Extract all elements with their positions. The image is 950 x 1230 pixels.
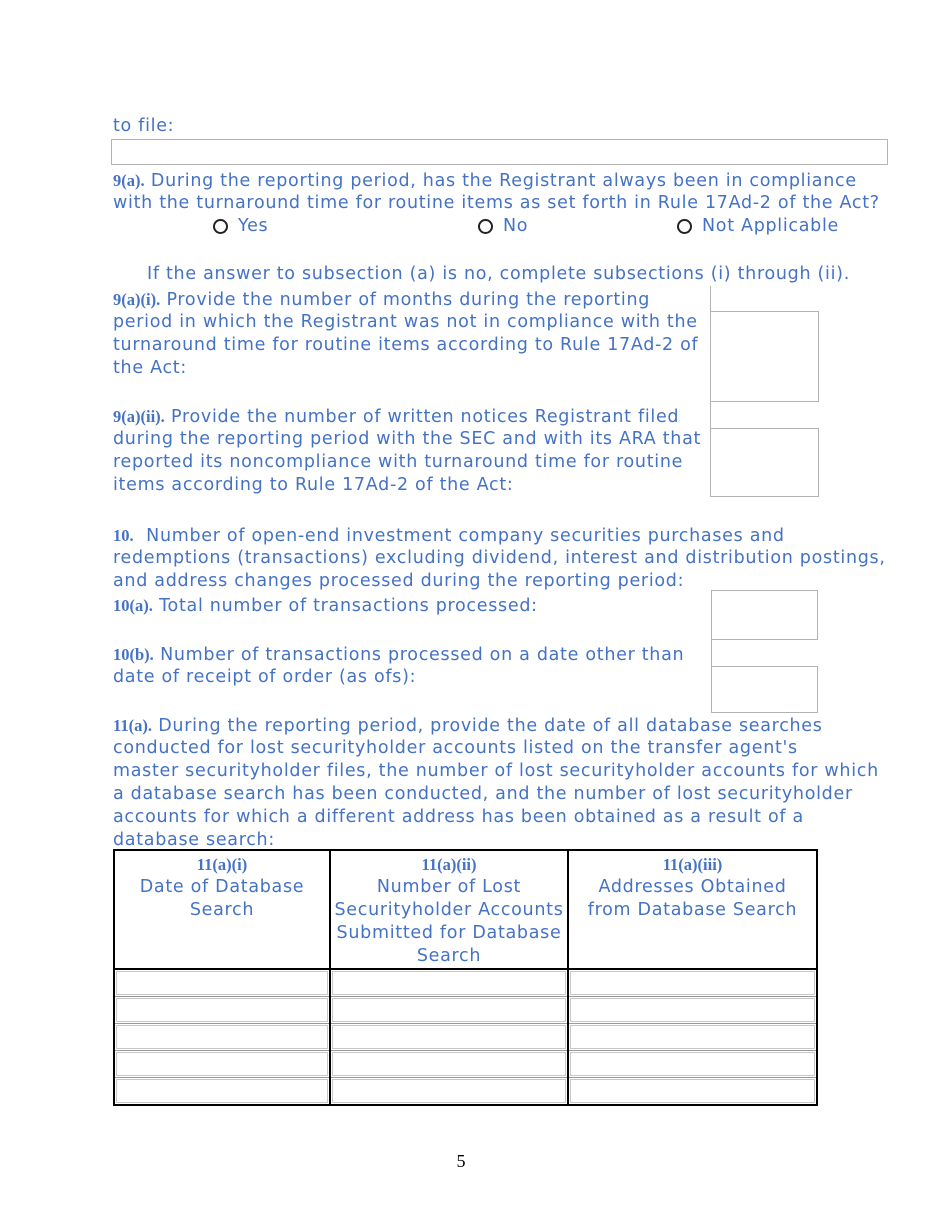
- database-search-table: [113, 849, 818, 1106]
- table-cell-input[interactable]: [330, 969, 568, 997]
- q10-number: 10.: [113, 526, 134, 545]
- column-header-date: 11(a)(i) Date of Database Search: [114, 850, 330, 969]
- column-header-addresses: 11(a)(iii) Addresses Obtained from Database Search: [568, 850, 817, 969]
- q11a-line5: accounts for which a different address has been obtained as a result of a: [113, 807, 804, 827]
- q9ai-number: 9(a)(i).: [113, 290, 161, 309]
- q10-line3: and address changes processed during the reporting period:: [113, 571, 685, 591]
- q10b-line2: date of receipt of order (as ofs):: [113, 667, 417, 687]
- table-cell-input[interactable]: [568, 969, 817, 997]
- q9ai-line3: turnaround time for routine items according to Rule 17Ad-2 of: [113, 335, 699, 355]
- radio-circle-icon[interactable]: [213, 219, 228, 234]
- radio-yes[interactable]: [213, 215, 268, 238]
- page-number: 5: [456, 1151, 466, 1171]
- table-cell-input[interactable]: [568, 997, 817, 1024]
- table-cell-input[interactable]: [114, 997, 330, 1024]
- q11a-line2: conducted for lost securityholder accounts listed on the transfer agent's: [113, 738, 798, 758]
- q9a-number: 9(a).: [113, 171, 145, 190]
- divider: [710, 286, 711, 311]
- instruction-text: If the answer to subsection (a) is no, complete subsections (i) through (ii).: [147, 264, 850, 284]
- divider: [711, 640, 712, 666]
- q10-line2: redemptions (transactions) excluding dividend, interest and distribution postings,: [113, 548, 886, 568]
- table-cell-input[interactable]: [114, 1078, 330, 1106]
- table-row: [114, 1051, 817, 1078]
- to-file-label: to file:: [113, 116, 175, 136]
- q9a-line1: 9(a). During the reporting period, has the Registrant always been in compliance: [113, 171, 857, 191]
- divider: [710, 402, 711, 428]
- radio-yes-label: Yes: [238, 216, 269, 236]
- q10-line1: 10. Number of open-end investment company securities purchases and: [113, 526, 785, 546]
- table-cell-input[interactable]: [330, 997, 568, 1024]
- q9ai-line2: period in which the Registrant was not in compliance with the: [113, 312, 698, 332]
- q9aii-line1: 9(a)(ii). Provide the number of written notices Registrant filed: [113, 407, 680, 427]
- table-row: [114, 997, 817, 1024]
- radio-circle-icon[interactable]: [478, 219, 493, 234]
- table-cell-input[interactable]: [330, 1051, 568, 1078]
- q9aii-line4: items according to Rule 17Ad-2 of the Act:: [113, 475, 514, 495]
- q11a-line1: 11(a). During the reporting period, provide the date of all database searches: [113, 716, 823, 736]
- table-cell-input[interactable]: [114, 969, 330, 997]
- table-cell-input[interactable]: [114, 1024, 330, 1051]
- column-header-accounts: 11(a)(ii) Number of Lost Securityholder Accounts Submitted for Database Search: [330, 850, 568, 969]
- radio-no-label: No: [503, 216, 529, 236]
- q11a-number: 11(a).: [113, 716, 152, 735]
- q10b-input[interactable]: [711, 666, 818, 713]
- radio-not-applicable[interactable]: [677, 215, 839, 238]
- table-cell-input[interactable]: [568, 1051, 817, 1078]
- q9aii-line2: during the reporting period with the SEC and with its ARA that: [113, 429, 702, 449]
- q9aii-number: 9(a)(ii).: [113, 407, 165, 426]
- to-file-input[interactable]: [111, 139, 888, 165]
- q9aii-line3: reported its noncompliance with turnaround time for routine: [113, 452, 684, 472]
- q9ai-input[interactable]: [710, 311, 819, 402]
- table-row: [114, 1078, 817, 1106]
- q10a-input[interactable]: [711, 590, 818, 640]
- q10b-line1: 10(b). Number of transactions processed on a date other than: [113, 645, 685, 665]
- table-cell-input[interactable]: [330, 1078, 568, 1106]
- radio-not-applicable-label: Not Applicable: [702, 216, 840, 236]
- q10a-number: 10(a).: [113, 596, 153, 615]
- q9ai-line1: 9(a)(i). Provide the number of months during the reporting: [113, 290, 651, 310]
- q9a-line2: with the turnaround time for routine items as set forth in Rule 17Ad-2 of the Act?: [113, 193, 880, 213]
- table-row: [114, 969, 817, 997]
- table-header-row: [114, 850, 817, 969]
- q10b-number: 10(b).: [113, 645, 154, 664]
- q11a-line3: master securityholder files, the number of lost securityholder accounts for which: [113, 761, 879, 781]
- q11a-line4: a database search has been conducted, and the number of lost securityholder: [113, 784, 853, 804]
- q11a-line6: database search:: [113, 830, 275, 850]
- q9aii-input[interactable]: [710, 428, 819, 497]
- q10a-line: 10(a). Total number of transactions processed:: [113, 596, 538, 616]
- table-cell-input[interactable]: [568, 1024, 817, 1051]
- table-cell-input[interactable]: [114, 1051, 330, 1078]
- q9ai-line4: the Act:: [113, 358, 187, 378]
- table-row: [114, 1024, 817, 1051]
- table-cell-input[interactable]: [330, 1024, 568, 1051]
- table-cell-input[interactable]: [568, 1078, 817, 1106]
- radio-circle-icon[interactable]: [677, 219, 692, 234]
- radio-no[interactable]: [478, 215, 528, 238]
